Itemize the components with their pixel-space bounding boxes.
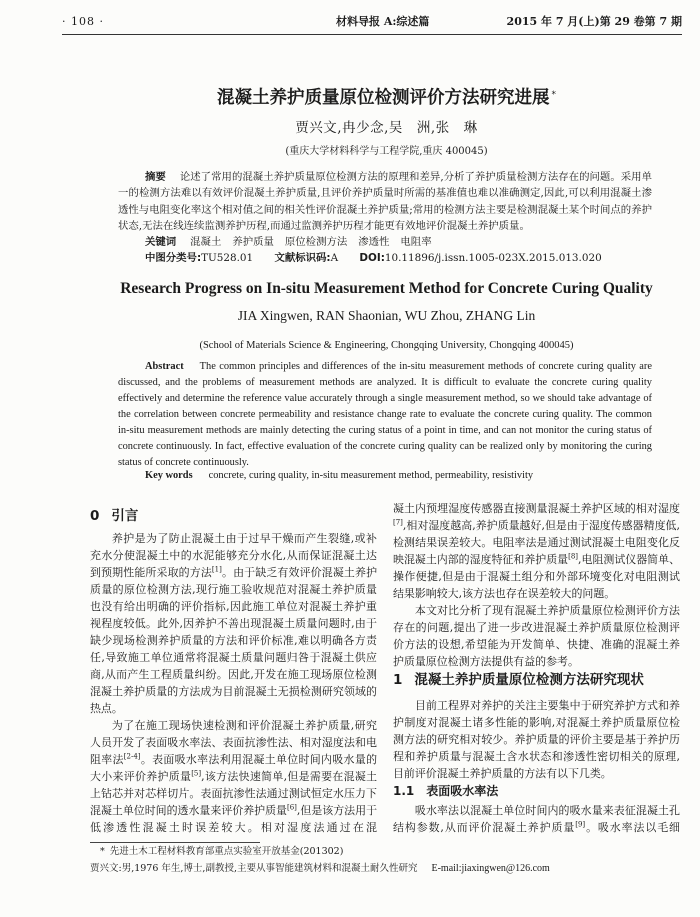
paragraph-text: 为了在施工现场快速检测和评价混凝土养护质量,研究人员开发了表面吸水率法、表面抗渗性法、相对湿度法和电阻率法 [90, 719, 377, 766]
doi [359, 252, 601, 264]
document-code [274, 252, 338, 264]
section-title: 表面吸水率法 [426, 783, 499, 798]
citation-ref: [6] [287, 803, 297, 812]
keyword-cn: 电阻率 [400, 236, 432, 248]
issue-info: 2015 年 7 月(上)第 29 卷第 7 期 [506, 15, 682, 28]
footnote-funding-text: 先进土木工程材料教育部重点实验室开放基金(201302) [109, 846, 344, 857]
section-title: 引言 [111, 508, 139, 524]
keyword-cn: 原位检测方法 [284, 236, 348, 248]
paragraph-text: 本文对比分析了现有混凝土养护质量原位检测评价方法存在的问题,提出了进一步改进混凝土养护质量原位检测评价方法的设想,希望能为开发简单、快捷、准确的混凝土养护质量原位检测方法提供有益的参考。 [393, 604, 680, 668]
doi-label: DOI: [359, 252, 385, 264]
section-heading [393, 670, 680, 690]
body-paragraph [393, 602, 680, 670]
paragraph-text: 吸水率法以混凝土单位时间内的吸水量来表征混凝土孔结构参数,从而评价混凝土养护质量 [393, 803, 680, 834]
abstract-cn-text: 论述了常用的混凝土养护质量原位检测方法的原理和差异,分析了养护质量检测方法存在的问题。采用单一的检测方法难以有效评价混凝土养护质量,且评价养护质量时所需的基准值也难以准确测定,因此,可以利用混凝土渗透性与电阻变化率这个相对值之间的相关性评价混凝土养护质量;常用的检测方法主要是检测混凝土某个时间点的养护状态,无法在线连续监测养护历程,而通过监测养护历程才能更有效地评价混凝土养护质量。 [118, 171, 652, 232]
footnote-funding-mark: * [100, 846, 105, 857]
authors-cn: 贾兴文,冉少念,吴 洲,张 琳 [295, 120, 478, 136]
abstract-en [118, 359, 652, 471]
body-paragraph [90, 717, 377, 836]
journal-name: 材料导报 A:综述篇 [336, 15, 430, 28]
abstract-en-label: Abstract [145, 361, 184, 372]
paragraph-text: 。吸水率法以毛细 [585, 820, 680, 834]
footnote-funding [100, 845, 343, 859]
body-paragraph [393, 802, 680, 836]
paragraph-text: ,但是该方法用于低渗透性混凝土时误差较大。相对湿度法通过在混 [90, 804, 378, 834]
affiliation-cn: (重庆大学材料科学与工程学院,重庆 400045) [285, 146, 488, 157]
paper-title-cn [90, 88, 683, 108]
body-column-left [90, 503, 377, 836]
paragraph-text: 。表面吸水率法利用混凝土单位时间内吸水量的大小来评价养护质量 [90, 753, 378, 783]
classification-line [145, 250, 602, 266]
clc-label: 中图分类号: [145, 252, 202, 264]
paragraph-text: 养护是为了防止混凝土由于过早干燥而产生裂缝,或补充水分使混凝土中的水泥能够充分水化,从而保证混凝土达到预期性能所采取的方法 [90, 532, 377, 579]
citation-ref: [2-4] [123, 752, 141, 761]
author-email: E-mail:jiaxingwen@126.com [431, 863, 550, 874]
doc-code-label: 文献标识码: [274, 252, 331, 264]
keyword-cn: 混凝土 [190, 236, 222, 248]
authors-en: JIA Xingwen, RAN Shaonian, WU Zhou, ZHANG Lin [237, 308, 536, 323]
abstract-en-text: The common principles and differences of the in-situ measurement methods of concrete curing quality are discussed, and the problems of measurement methods are analyzed. It is difficult to evaluate the concrete curing quality effectively and determine the reference value accurately through a single measurement method, so we should take advantage of the correlation between concrete permeability and resistance change rate to evaluate the concrete curing quality. The common in-situ measurement methods are mainly detecting the curing status of a point in time, and can not monitor the curing status of concrete continuously. In fact, effective evaluation of the concrete curing quality can be realized only by monitoring the curing status of concrete continuously. [118, 361, 652, 468]
citation-ref: [5] [191, 769, 202, 778]
body-column-right [393, 500, 680, 836]
footnote-rule [90, 842, 260, 843]
section-title: 混凝土养护质量原位检测方法研究现状 [414, 672, 644, 688]
abstract-cn-label: 摘要 [145, 171, 166, 183]
section-number: 0 [90, 508, 100, 524]
body-paragraph [90, 530, 377, 717]
keywords-en-label: Key words [145, 470, 193, 481]
paragraph-text: ,该方法快速简单,但是需要在混凝土上钻芯并对芯样切片。表面抗渗性法通过测试恒定水压力下混凝土单位时间的透水量来评价养护质量 [90, 770, 378, 817]
citation-ref: [8] [568, 552, 579, 561]
body-paragraph [393, 500, 680, 602]
subsection-heading [393, 782, 680, 801]
running-header [62, 13, 682, 31]
doi-value: 10.11896/j.issn.1005-023X.2015.013.020 [384, 252, 602, 264]
section-heading [90, 503, 377, 529]
paper-title-cn-text: 混凝土养护质量原位检测评价方法研究进展 [217, 88, 550, 108]
keywords-en-text: concrete, curing quality, in-situ measurement method, permeability, resistivity [208, 470, 534, 481]
body-paragraph [393, 697, 680, 782]
keywords-cn-label: 关键词 [145, 236, 177, 248]
paragraph-text: ,电阻测试仪器简单、操作便捷,但是由于混凝土组分和外部环境变化对电阻测试结果影响较大,该方法也存在误差较大的问题。 [393, 553, 681, 600]
keywords-cn [145, 234, 443, 250]
keyword-cn: 养护质量 [232, 236, 274, 248]
affiliation-en: (School of Materials Science & Engineering, Chongqing University, Chongqing 400045) [199, 340, 574, 351]
page-number: · 108 · [62, 15, 104, 28]
keyword-cn: 渗透性 [358, 236, 390, 248]
paper-title-en: Research Progress on In-situ Measurement Method for Concrete Curing Quality [120, 280, 653, 297]
paragraph-text: 目前工程界对养护的关注主要集中于研究养护方式和养护制度对混凝土诸多性能的影响,对混凝土养护质量原位检测方法的研究相对较少。养护质量的评价主要是基于养护历程和养护质量与混凝土含水状态和渗透性密切相关的原理,目前评价混凝土养护质量的方法有以下几类。 [393, 698, 680, 780]
clc-value: TU528.01 [201, 252, 254, 264]
paragraph-text: 凝土内预埋湿度传感器直接测量混凝土养护区域的相对湿度 [393, 502, 680, 515]
footnote-author [90, 862, 550, 876]
citation-ref: [9] [575, 819, 586, 828]
citation-ref: [7] [393, 518, 403, 527]
clc-number [145, 252, 253, 264]
abstract-cn [118, 169, 652, 234]
section-number: 1.1 [393, 783, 415, 798]
section-number: 1 [393, 672, 403, 688]
paragraph-text: 。由于缺乏有效评价混凝土养护质量的原位检测方法,现行施工验收规范对混凝土养护质量也没有给出明确的评价指标,因此施工单位对混凝土养护重视程度较低。此外,因养护不善出现混凝土质量问题时,由于缺少现场检测养护质量的方法和评价标准,难以明确各方责任,导致施工单位通常将混凝土质量问题归咎于混凝土供应商,从而产生工程质量纠纷。因此,开发在施工现场原位检测混凝土养护质量的方法成为目前混凝土无损检测研究领域的热点。 [90, 566, 378, 715]
paragraph-text: ,相对湿度越高,养护质量越好,但是由于湿度传感器精度低,检测结果误差较大。电阻率法是通过测试混凝土电阻变化反映混凝土内部的湿度特征和养护质量 [393, 519, 680, 566]
doc-code-value: A [330, 252, 339, 264]
citation-ref: [1] [211, 565, 222, 574]
footnote-author-text: 贾兴文:男,1976 年生,博士,副教授,主要从事智能建筑材料和混凝土耐久性研究 [90, 863, 418, 874]
funding-mark: * [551, 90, 556, 100]
keywords-en [145, 468, 533, 484]
header-rule [62, 34, 682, 35]
